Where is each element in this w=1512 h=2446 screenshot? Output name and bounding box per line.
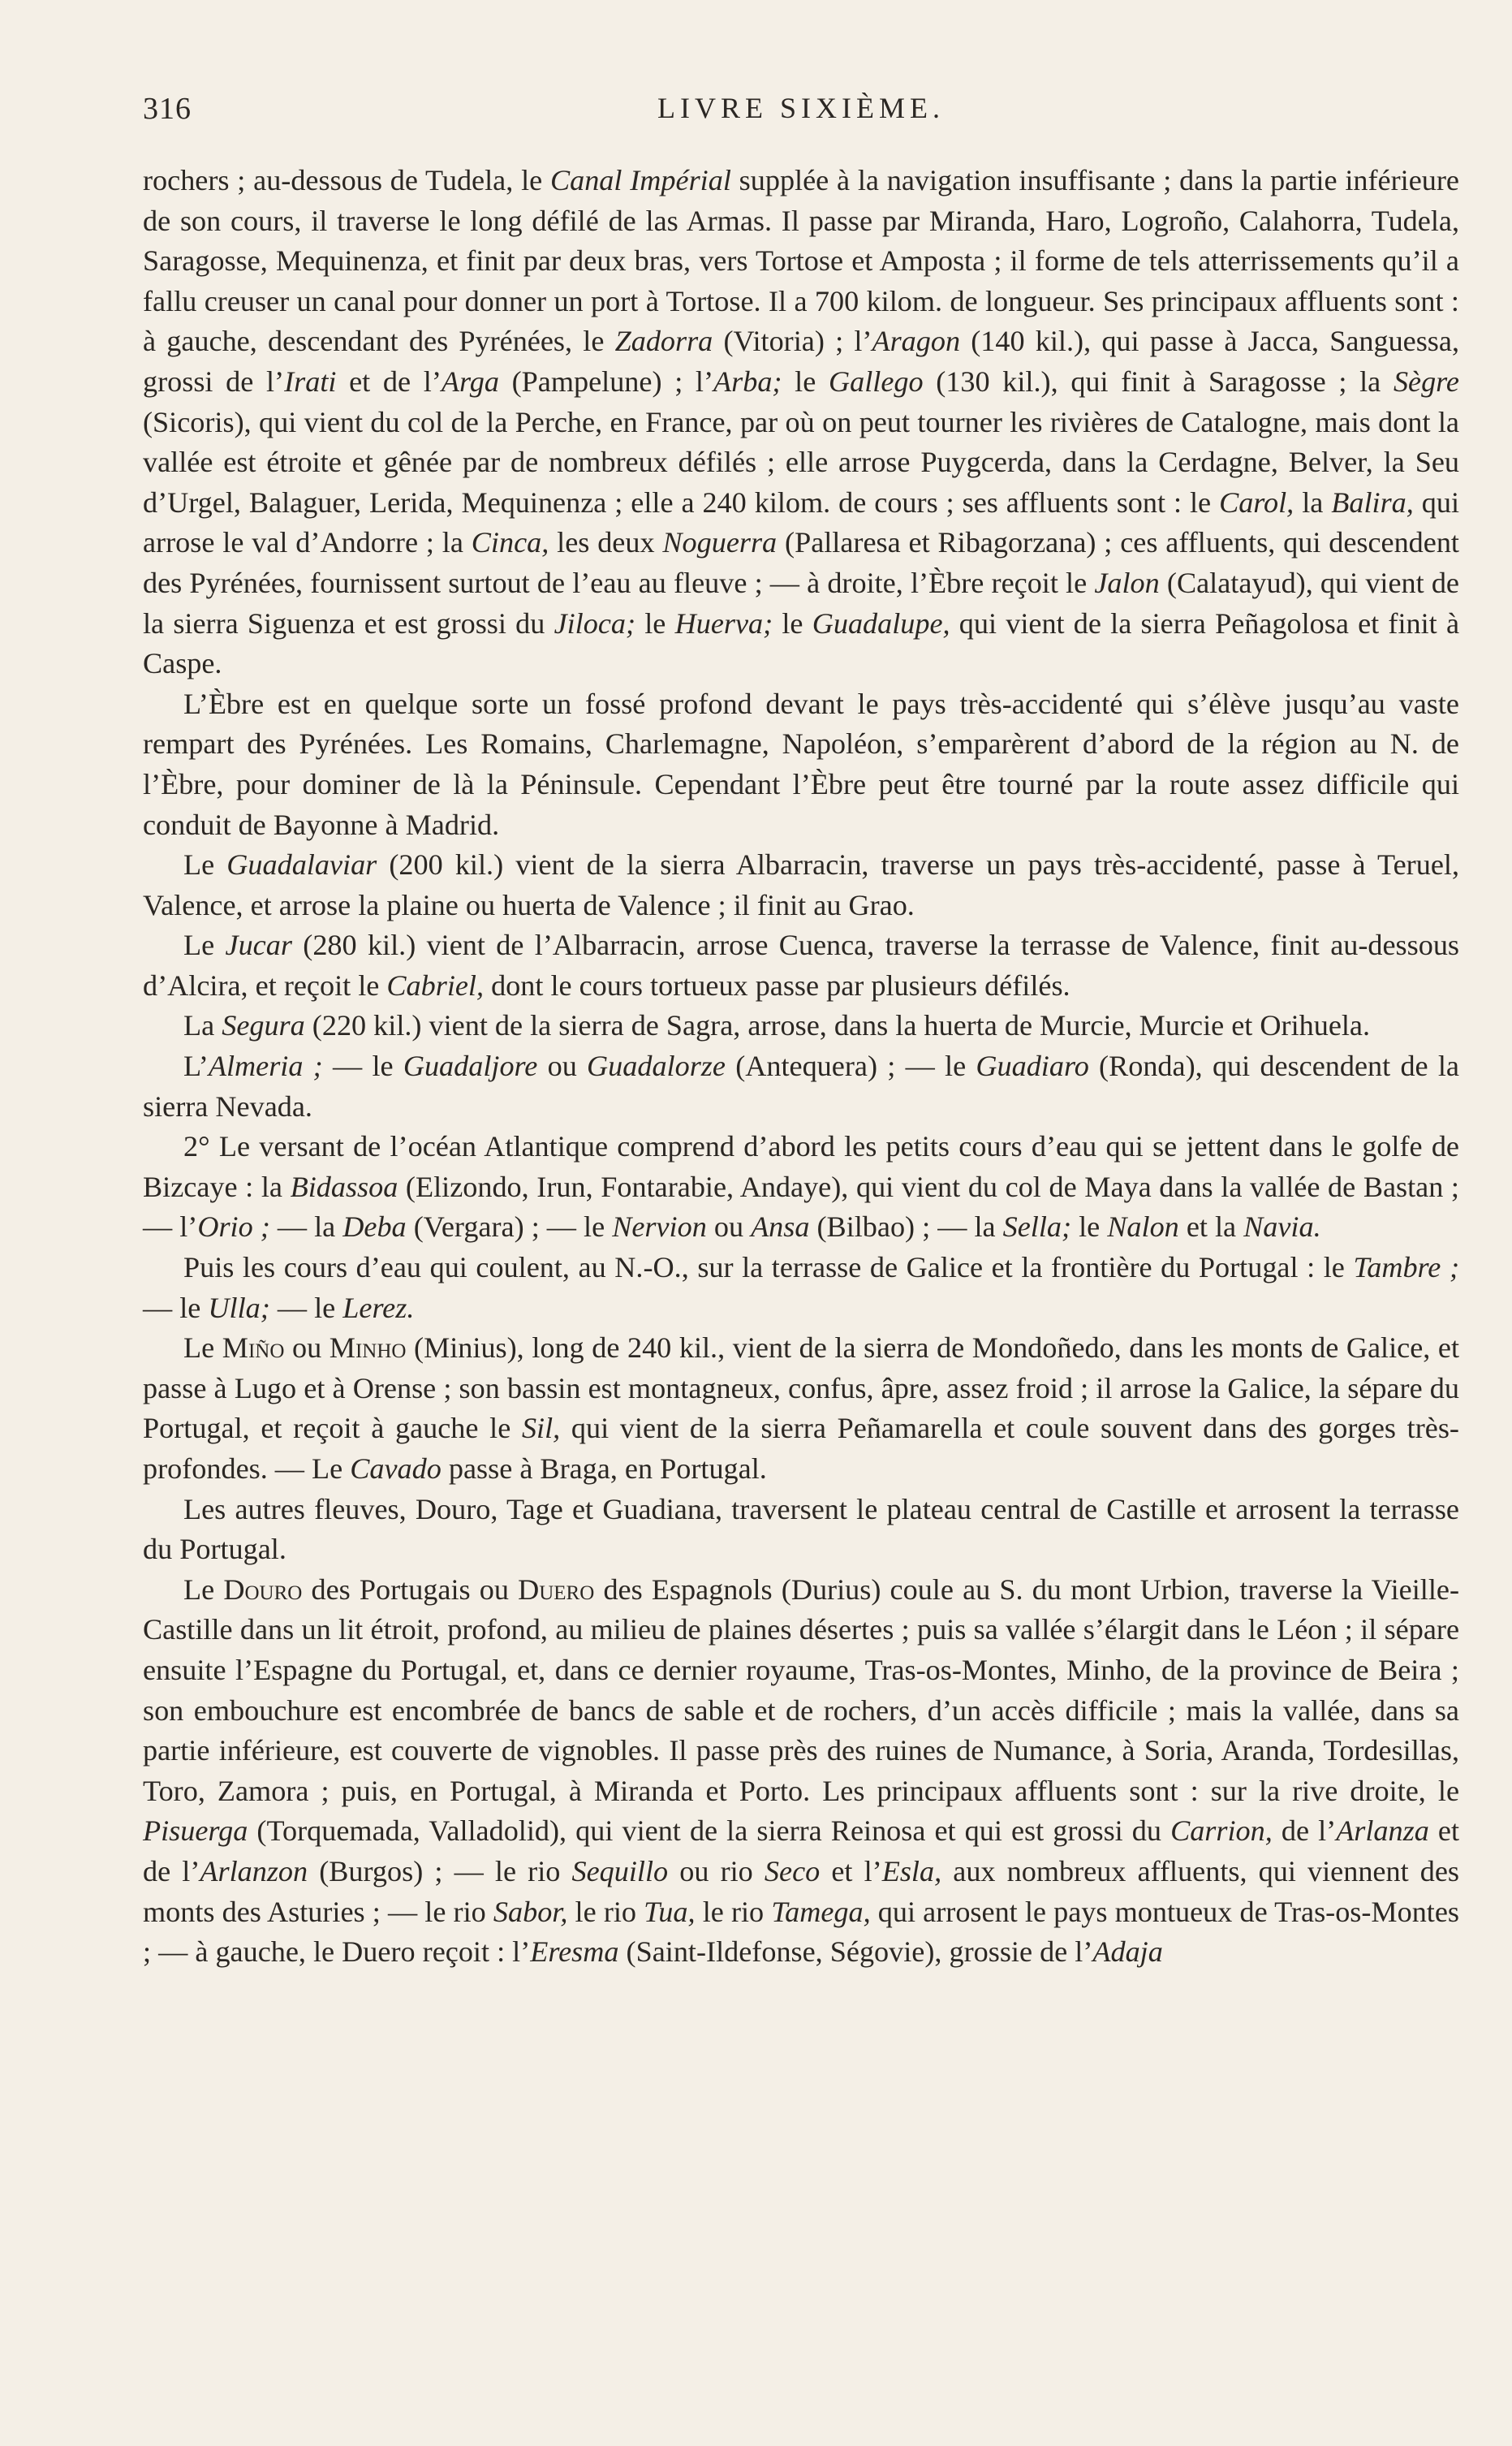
text-run: — la bbox=[269, 1210, 343, 1244]
text-run: qui vient de la sierra Peñagolosa et finit à Caspe. bbox=[143, 606, 1460, 680]
text-run: Les autres fleuves, Douro, Tage et Guadiana, traversent le plateau central de Castille et arrosent la terrasse du Portugal. bbox=[143, 1492, 1459, 1566]
italic-term: Tua, bbox=[644, 1895, 696, 1928]
italic-term: Arga bbox=[441, 365, 499, 398]
text-run: Le bbox=[183, 1572, 224, 1606]
page-header bbox=[143, 91, 1459, 133]
italic-term: Sègre bbox=[1393, 365, 1459, 398]
page-body bbox=[143, 161, 1459, 1973]
text-run: (200 kil.) vient de la sierra Albarracin, traverse un pays très-accidenté, passe à Teruel, Valence, et arrose la plaine ou huerta de Valence ; il finit au Grao. bbox=[143, 848, 1459, 921]
page-number: 316 bbox=[143, 92, 192, 126]
text-run: qui arrose le val d’Andorre ; la bbox=[143, 485, 1459, 559]
italic-term: Sabor, bbox=[493, 1895, 568, 1928]
italic-term: Pisuerga bbox=[143, 1814, 248, 1848]
italic-term: Sella; bbox=[1002, 1210, 1072, 1244]
italic-term: Cavado bbox=[350, 1452, 442, 1485]
italic-term: Bidassoa bbox=[290, 1170, 398, 1203]
text-run: 2° Le versant de l’océan Atlantique comprend d’abord les petits cours d’eau qui se jettent dans le golfe de Bizcaye : la bbox=[143, 1130, 1459, 1203]
italic-term: Carrion, bbox=[1170, 1814, 1273, 1848]
italic-term: Jalon bbox=[1094, 566, 1160, 599]
text-run: les deux bbox=[549, 526, 663, 559]
italic-term: Balira, bbox=[1331, 485, 1414, 519]
text-run: (Ronda), qui descendent de la sierra Nevada. bbox=[143, 1050, 1459, 1123]
text-run: L’ bbox=[183, 1050, 209, 1083]
text-run: (140 kil.), qui passe à Jacca, Sanguessa, grossi de l’ bbox=[143, 325, 1459, 398]
italic-term: Tambre ; bbox=[1353, 1251, 1459, 1284]
text-run: (Elizondo, Irun, Fontarabie, Andaye), qui vient du col de Maya dans la vallée de Bastan ; — l’ bbox=[143, 1170, 1459, 1244]
italic-term: Eresma bbox=[530, 1935, 619, 1969]
italic-term: Cinca, bbox=[471, 526, 549, 559]
text-run: des Portugais ou bbox=[302, 1572, 519, 1606]
text-run: Puis les cours d’eau qui coulent, au N.-O., sur la terrasse de Galice et la frontière du Portugal : le bbox=[183, 1251, 1354, 1284]
text-run: la bbox=[1294, 485, 1332, 519]
text-run: le bbox=[1071, 1210, 1108, 1244]
italic-term: Deba bbox=[342, 1210, 407, 1244]
paragraph bbox=[143, 1248, 1459, 1328]
italic-term: Adaja bbox=[1092, 1935, 1163, 1969]
text-run: (Burgos) ; — le rio bbox=[308, 1854, 572, 1887]
italic-term: Noguerra bbox=[662, 526, 778, 559]
italic-term: Carol, bbox=[1219, 485, 1294, 519]
small-caps-term: Minho bbox=[329, 1331, 407, 1365]
paragraph bbox=[143, 1328, 1459, 1489]
text-run: (Minius), long de 240 kil., vient de la sierra de Mondoñedo, dans les monts de Galice, et passe à Lugo et à Orense ; son bassin est montagneux, confus, âpre, assez froid ; il arrose la Galice, la sépare du Portugal, et reçoit à gauche le bbox=[143, 1331, 1460, 1445]
italic-term: Huerva; bbox=[674, 606, 773, 640]
text-run: le rio bbox=[695, 1895, 772, 1928]
text-run: (Saint-Ildefonse, Ségovie), grossie de l’ bbox=[618, 1935, 1093, 1969]
italic-term: Guadaljore bbox=[403, 1050, 538, 1083]
text-run: (Pallaresa et Ribagorzana) ; ces affluents, qui descendent des Pyrénées, fournissent surtout de l’eau au fleuve ; — à droite, l’Èbre reçoit le bbox=[143, 526, 1459, 599]
italic-term: Segura bbox=[222, 1009, 305, 1042]
italic-term: Lerez. bbox=[342, 1291, 415, 1324]
text-run: qui vient de la sierra Peñamarella et coule souvent dans des gorges très-profondes. — Le bbox=[143, 1412, 1459, 1485]
italic-term: Cabriel, bbox=[386, 968, 485, 1002]
paragraph bbox=[143, 161, 1459, 684]
text-run: (Torquemada, Valladolid), qui vient de la sierra Reinosa et qui est grossi du bbox=[248, 1814, 1171, 1848]
text-run: (Vitoria) ; l’ bbox=[713, 325, 872, 358]
italic-term: Guadalorze bbox=[587, 1050, 726, 1083]
italic-term: Ulla; bbox=[208, 1291, 270, 1324]
italic-term: Sequillo bbox=[571, 1854, 669, 1887]
italic-term: Canal Impérial bbox=[549, 164, 731, 196]
text-run: (Vergara) ; — le bbox=[406, 1210, 613, 1244]
text-run: (130 kil.), qui finit à Saragosse ; la bbox=[923, 365, 1394, 398]
paragraph bbox=[143, 925, 1459, 1006]
text-run: ou bbox=[284, 1331, 330, 1365]
running-title: LIVRE SIXIÈME. bbox=[657, 92, 945, 124]
text-run: le bbox=[635, 606, 675, 640]
text-run: La bbox=[183, 1009, 222, 1042]
italic-term: Gallego bbox=[828, 365, 924, 398]
text-run: supplée à la navigation insuffisante ; dans la partie inférieure de son cours, il traverse le long défilé de las Armas. Il passe par Miranda, Haro, Logroño, Calahorra, Tudela, Saragosse, Mequinenza, et finit par deux bras, vers Tortose et Amposta ; il forme de tels atterrissements qu’il a fallu creuser un canal pour donner un port à Tortose. Il a 700 kilom. de longueur. Ses principaux affluents sont : à gauche, descendant des Pyrénées, le bbox=[143, 164, 1459, 358]
text-run: ou bbox=[706, 1210, 752, 1244]
text-run: qui arrosent le pays montueux de Tras-os-Montes ; — à gauche, le Duero reçoit : l’ bbox=[143, 1895, 1459, 1969]
text-run: aux nombreux affluents, qui viennent des monts des Asturies ; — le rio bbox=[143, 1854, 1460, 1928]
text-run: et de l’ bbox=[143, 1814, 1459, 1887]
italic-term: Ansa bbox=[751, 1210, 810, 1244]
italic-term: Aragon bbox=[872, 325, 961, 358]
text-run: ou rio bbox=[668, 1854, 765, 1887]
paragraph bbox=[143, 1006, 1459, 1046]
text-run: et l’ bbox=[820, 1854, 882, 1887]
italic-term: Guadalaviar bbox=[226, 848, 377, 882]
italic-term: Arlanzon bbox=[200, 1854, 308, 1887]
text-run: Le bbox=[183, 929, 226, 962]
italic-term: Zadorra bbox=[614, 325, 713, 358]
italic-term: Orio ; bbox=[197, 1210, 270, 1244]
text-run: ou bbox=[537, 1050, 588, 1083]
text-run: rochers ; au-dessous de Tudela, le bbox=[143, 164, 550, 196]
paragraph bbox=[143, 1570, 1459, 1973]
text-run: et de l’ bbox=[336, 365, 442, 398]
text-run: Le bbox=[183, 848, 227, 882]
text-run: — le bbox=[143, 1291, 209, 1324]
paragraph bbox=[143, 1490, 1459, 1570]
text-run: le bbox=[782, 365, 829, 398]
text-run: (Bilbao) ; — la bbox=[809, 1210, 1003, 1244]
italic-term: Navia. bbox=[1243, 1210, 1321, 1244]
paragraph bbox=[143, 845, 1459, 925]
text-run: des Espagnols (Durius) coule au S. du mont Urbion, traverse la Vieille-Castille dans un lit étroit, profond, au milieu de plaines désertes ; puis sa vallée s’élargit dans le Léon ; il sépare ensuite l’Espagne du Portugal, et, dans ce dernier royaume, Tras-os-Montes, Minho, de la province de Beira ; son embouchure est encombrée de bancs de sable et de rochers, d’un accès difficile ; mais la vallée, dans sa partie inférieure, est couverte de vignobles. Il passe près des ruines de Numance, à Soria, Aranda, Tordesillas, Toro, Zamora ; puis, en Portugal, à Miranda et Porto. Les principaux affluents sont : sur la rive droite, le bbox=[143, 1572, 1459, 1807]
italic-term: Sil, bbox=[521, 1412, 561, 1445]
text-run: le bbox=[773, 606, 812, 640]
paragraph bbox=[143, 1046, 1459, 1127]
italic-term: Jucar bbox=[225, 929, 292, 962]
italic-term: Seco bbox=[764, 1854, 821, 1887]
paragraph bbox=[143, 684, 1459, 845]
italic-term: Nervion bbox=[612, 1210, 707, 1244]
text-run: (Antequera) ; — le bbox=[725, 1050, 976, 1083]
text-run: (280 kil.) vient de l’Albarracin, arrose Cuenca, traverse la terrasse de Valence, finit au-dessous d’Alcira, et reçoit le bbox=[143, 929, 1459, 1002]
italic-term: Guadiaro bbox=[976, 1050, 1089, 1083]
italic-term: Esla, bbox=[881, 1854, 942, 1887]
text-run: de l’ bbox=[1272, 1814, 1337, 1848]
italic-term: Arlanza bbox=[1336, 1814, 1429, 1848]
text-run: — le bbox=[322, 1050, 403, 1083]
text-run: le rio bbox=[567, 1895, 644, 1928]
book-page bbox=[143, 91, 1459, 1973]
small-caps-term: Miño bbox=[222, 1331, 285, 1365]
text-run: (Sicoris), qui vient du col de la Perche, en France, par où on peut tourner les rivières de Catalogne, mais dont la vallée est étroite et gênée par de nombreux défilés ; elle arrose Puygcerda, dans la Cerdagne, Belver, la Seu d’Urgel, Balaguer, Lerida, Mequinenza ; elle a 240 kilom. de cours ; ses affluents sont : le bbox=[143, 405, 1459, 519]
small-caps-term: Douro bbox=[223, 1572, 303, 1606]
text-run: et la bbox=[1178, 1210, 1244, 1244]
italic-term: Irati bbox=[284, 365, 337, 398]
text-run: dont le cours tortueux passe par plusieurs défilés. bbox=[484, 968, 1070, 1002]
paragraph bbox=[143, 1127, 1459, 1248]
italic-term: Tamega, bbox=[771, 1895, 871, 1928]
italic-term: Arba; bbox=[713, 365, 782, 398]
text-run: (Calatayud), qui vient de la sierra Siguenza et est grossi du bbox=[143, 566, 1459, 640]
text-run: L’Èbre est en quelque sorte un fossé profond devant le pays très-accidenté qui s’élève jusqu’au vaste rempart des Pyrénées. Les Romains, Charlemagne, Napoléon, s’emparèrent d’abord de la région au N. de l’Èbre, pour dominer de là la Péninsule. Cependant l’Èbre peut être tourné par la route assez difficile qui conduit de Bayonne à Madrid. bbox=[143, 687, 1459, 841]
text-run: — le bbox=[269, 1291, 343, 1324]
italic-term: Almeria ; bbox=[208, 1050, 323, 1083]
text-run: (220 kil.) vient de la sierra de Sagra, arrose, dans la huerta de Murcie, Murcie et Orihuela. bbox=[304, 1009, 1371, 1042]
italic-term: Guadalupe, bbox=[812, 606, 950, 640]
small-caps-term: Duero bbox=[518, 1572, 595, 1606]
text-run: (Pampelune) ; l’ bbox=[498, 365, 714, 398]
text-run: Le bbox=[183, 1331, 222, 1365]
italic-term: Nalon bbox=[1107, 1210, 1179, 1244]
text-run: passe à Braga, en Portugal. bbox=[441, 1452, 767, 1485]
italic-term: Jiloca; bbox=[554, 606, 636, 640]
